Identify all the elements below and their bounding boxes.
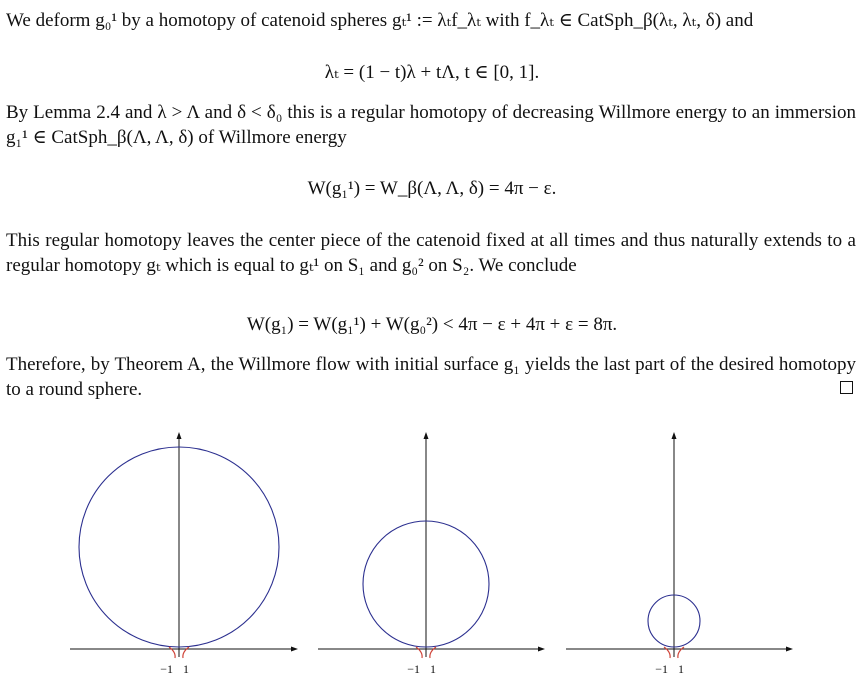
tick-label-one-2: 1 <box>430 662 436 676</box>
qed-square-icon <box>840 381 853 394</box>
tick-label-one-3: 1 <box>678 662 684 676</box>
y-axis-arrow-icon-3 <box>672 432 677 439</box>
catenoid-figure <box>0 430 864 681</box>
tick-label-one-1: 1 <box>183 662 189 676</box>
y-axis-arrow-icon-1 <box>177 432 182 439</box>
paragraph-lemma: By Lemma 2.4 and λ > Λ and δ < δ₀ this is a regular homotopy of decreasing Willmore energy to an immersion g₁¹ ∈ CatSph_β(Λ, Λ, δ) of Willmore energy <box>6 102 856 148</box>
x-axis-arrow-icon-1 <box>291 647 298 652</box>
equation-lambda-t: λₜ = (1 − t)λ + tΛ, t ∈ [0, 1]. <box>324 62 540 83</box>
equation-willmore-energy: W(g₁¹) = W_β(Λ, Λ, δ) = 4π − ε. <box>307 178 557 199</box>
tick-label-minus-one-3: −1 <box>655 662 668 676</box>
tick-label-minus-one-1: −1 <box>160 662 173 676</box>
paragraph-theorem: Therefore, by Theorem A, the Willmore flow with initial surface g₁ yields the last part of the desired homotopy to a round sphere. <box>6 354 856 400</box>
tick-label-minus-one-2: −1 <box>407 662 420 676</box>
paragraph-homotopy: This regular homotopy leaves the center piece of the catenoid fixed at all times and thus naturally extends to a regular homotopy gₜ which is equal to gₜ¹ on S₁ and g₀² on S₂. We conclude <box>6 230 856 276</box>
equation-total-energy: W(g₁) = W(g₁¹) + W(g₀²) < 4π − ε + 4π + ε = 8π. <box>246 314 618 335</box>
x-axis-arrow-icon-2 <box>538 647 545 652</box>
paragraph-deform: We deform g₀¹ by a homotopy of catenoid spheres gₜ¹ := λₜf_λₜ with f_λₜ ∈ CatSph_β(λₜ, λₜ, δ) and <box>6 10 754 31</box>
y-axis-arrow-icon-2 <box>424 432 429 439</box>
x-axis-arrow-icon-3 <box>786 647 793 652</box>
